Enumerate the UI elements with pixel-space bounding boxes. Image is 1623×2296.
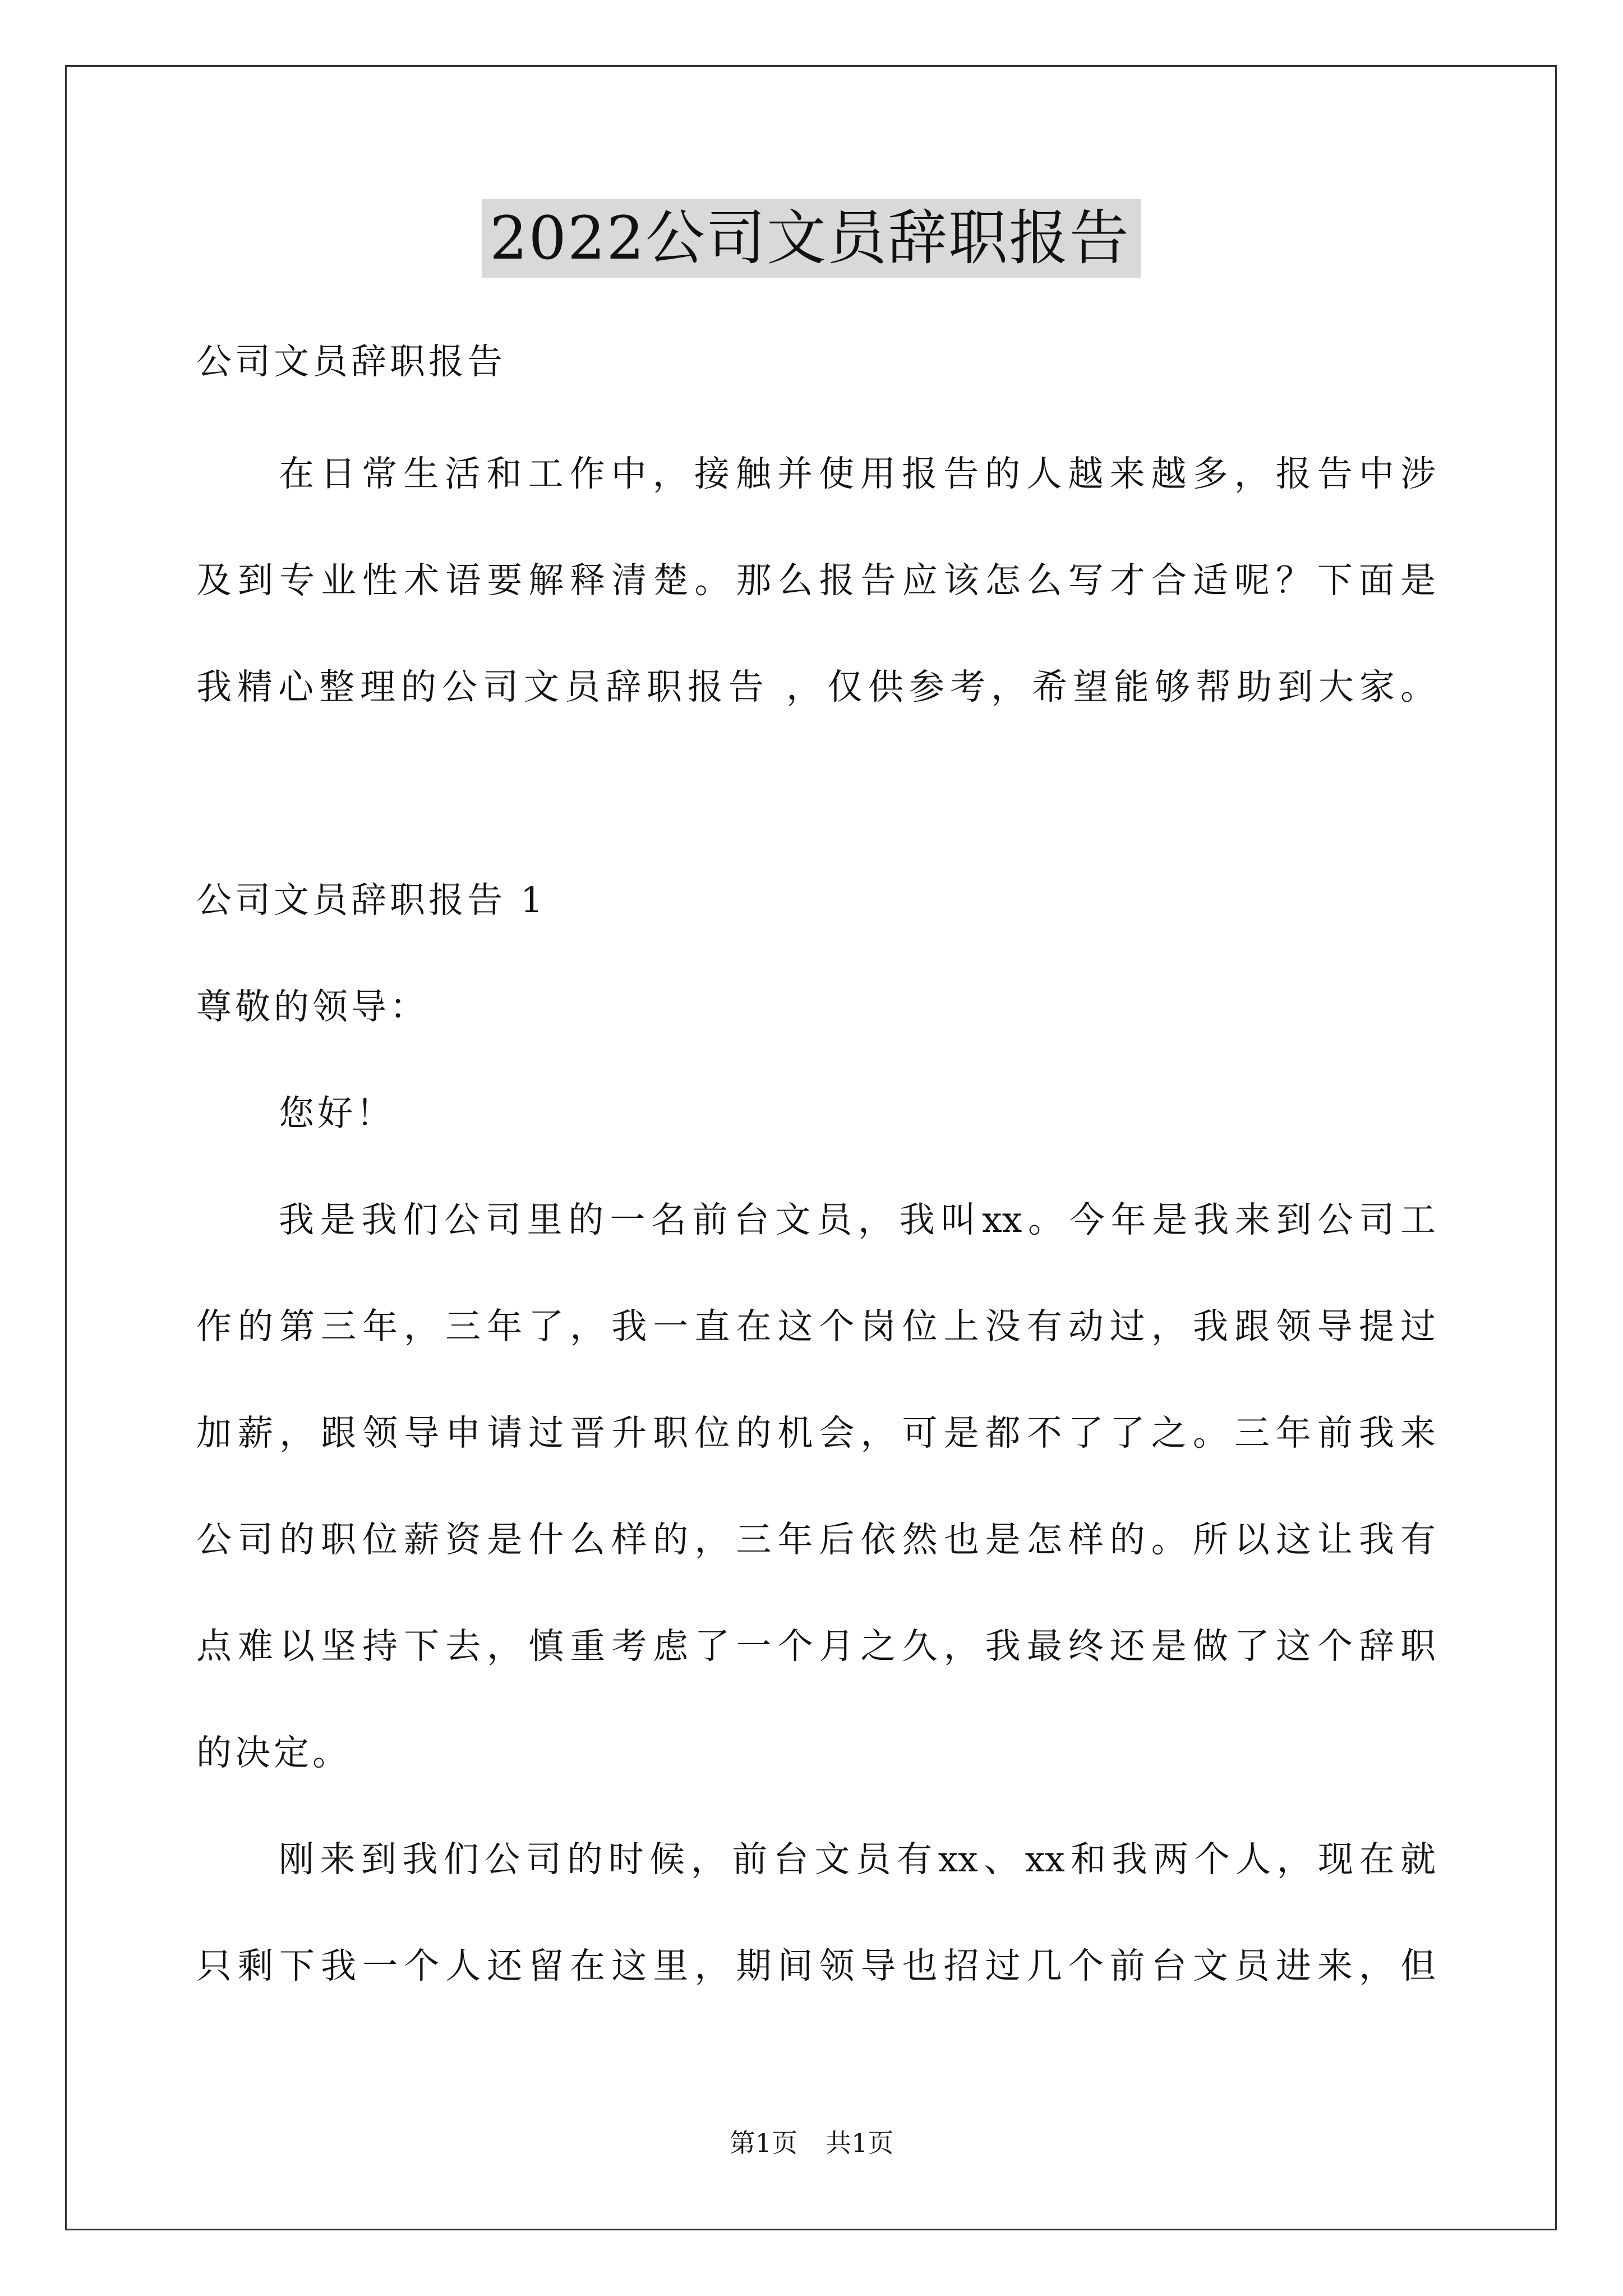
- paragraph-line: 公司的职位薪资是什么样的，三年后依然也是怎样的。所以这让我有: [196, 1519, 1436, 1560]
- paragraph-line: 的决定。: [196, 1732, 351, 1773]
- greeting: 您好！: [279, 1093, 395, 1134]
- total-pages: 共1页: [826, 2128, 894, 2158]
- salutation: 尊敬的领导：: [196, 986, 428, 1027]
- page-border: [65, 65, 1557, 2230]
- paragraph-line: 及到专业性术语要解释清楚。那么报告应该怎么写才合适呢？下面是: [196, 560, 1436, 601]
- subtitle-line: 公司文员辞职报告: [196, 341, 506, 382]
- paragraph-line: 刚来到我们公司的时候，前台文员有xx、xx和我两个人，现在就: [279, 1839, 1436, 1880]
- paragraph-line: 在日常生活和工作中，接触并使用报告的人越来越多，报告中涉: [279, 453, 1436, 494]
- title-container: [0, 199, 1623, 278]
- paragraph-line: 只剩下我一个人还留在这里，期间领导也招过几个前台文员进来，但: [196, 1945, 1436, 1986]
- paragraph-line: 作的第三年，三年了，我一直在这个岗位上没有动过，我跟领导提过: [196, 1306, 1436, 1347]
- paragraph-line: 加薪，跟领导申请过晋升职位的机会，可是都不了了之。三年前我来: [196, 1412, 1436, 1453]
- document-title: 2022公司文员辞职报告: [482, 199, 1141, 278]
- page-number: 第1页: [729, 2128, 797, 2158]
- page-footer: [0, 2126, 1623, 2160]
- paragraph-line: 我是我们公司里的一名前台文员，我叫xx。今年是我来到公司工: [279, 1199, 1436, 1240]
- paragraph-line: 点难以坚持下去，慎重考虑了一个月之久，我最终还是做了这个辞职: [196, 1626, 1436, 1667]
- section-heading: 公司文员辞职报告 1: [196, 880, 547, 921]
- paragraph-line: 我精心整理的公司文员辞职报告 ，仅供参考，希望能够帮助到大家。: [196, 666, 1436, 707]
